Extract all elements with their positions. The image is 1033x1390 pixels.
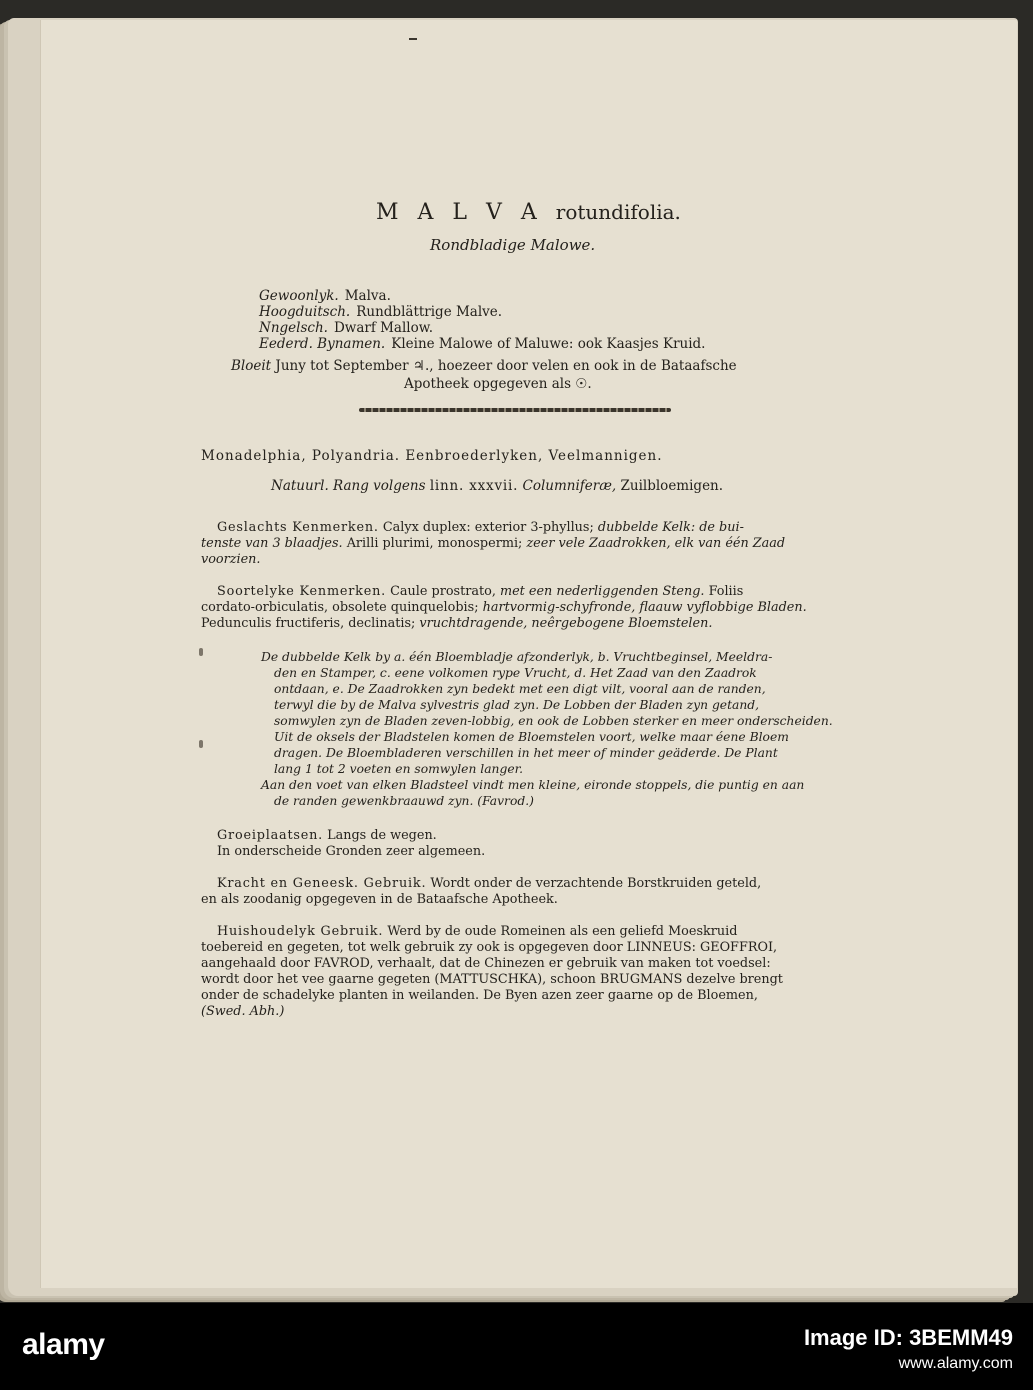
habitat-text: Langs de wegen. xyxy=(327,828,437,843)
habitat-line xyxy=(217,828,437,843)
description-line: lang 1 tot 2 voeten en somwylen langer. xyxy=(274,762,524,776)
name-label: Hoogduitsch. xyxy=(259,304,351,320)
watermark-url: www.alamy.com xyxy=(898,1355,1013,1372)
classification-heading: Monadelphia, Polyandria. Eenbroederlyken, Veelmannigen. xyxy=(201,448,663,464)
genus-text-italic: voorzien. xyxy=(201,552,261,567)
genus-text-italic: zeer vele Zaadrokken, elk van één Zaad xyxy=(526,536,786,551)
genus-text-italic: dubbelde Kelk: de bui- xyxy=(597,520,744,535)
name-row xyxy=(259,288,391,304)
description-line: de randen gewenkbraauwd zyn. (Favrod.) xyxy=(274,794,534,808)
bloom-line-2: Apotheek opgegeven als ☉. xyxy=(404,376,592,392)
genus-label: Geslachts Kenmerken. xyxy=(217,520,379,535)
household-use-line xyxy=(217,924,737,939)
habitat-line-2: In onderscheide Gronden zeer algemeen. xyxy=(217,844,486,859)
natuurl-rest: Zuilbloemigen. xyxy=(620,478,724,494)
household-use-line: toebereid en gegeten, tot welk gebruik zy ook is opgegeven door LINNEUS: GEOFFROI, xyxy=(201,940,778,955)
description-line: dragen. De Bloembladeren verschillen in het meer of minder geäderde. De Plant xyxy=(274,746,778,760)
species-text: cordato-orbiculatis, obsolete quinquelobis; xyxy=(201,600,479,615)
species-text: Caule prostrato, xyxy=(390,584,496,599)
species-characters-line xyxy=(201,616,712,631)
margin-mark xyxy=(199,648,203,656)
ornamental-rule xyxy=(359,408,671,412)
description-line: Uit de oksels der Bladstelen komen de Bloemstelen voort, welke maar éene Bloem xyxy=(274,730,789,744)
name-value: Kleine Malowe of Maluwe: ook Kaasjes Kruid. xyxy=(391,336,706,352)
medicinal-use-line-2: en als zoodanig opgegeven in de Bataafsche Apotheek. xyxy=(201,892,558,907)
household-text: Werd by de oude Romeinen als een geliefd Moeskruid xyxy=(387,924,738,939)
genus-text-italic: tenste van 3 blaadjes. xyxy=(201,536,343,551)
medicinal-text: Wordt onder de verzachtende Borstkruiden geteld, xyxy=(430,876,762,891)
margin-mark xyxy=(199,740,203,748)
title-species: rotundifolia. xyxy=(555,200,681,224)
page-title xyxy=(376,200,681,225)
watermark-image-id: Image ID: 3BEMM49 xyxy=(803,1325,1013,1350)
name-value: Malva. xyxy=(344,288,391,304)
species-text-italic: hartvormig-schyfronde, flaauw vyflobbige Bladen. xyxy=(482,600,807,615)
household-use-line: onder de schadelyke planten in weilanden. De Byen azen zeer gaarne op de Bloemen, xyxy=(201,988,758,1003)
description-line: Aan den voet van elken Bladsteel vindt men kleine, eironde stoppels, die puntig en aan xyxy=(261,778,805,792)
description-line: den en Stamper, c. eene volkomen rype Vrucht, d. Het Zaad van den Zaadrok xyxy=(274,666,757,680)
description-line: terwyl die by de Malva sylvestris glad zyn. De Lobben der Bladen zyn getand, xyxy=(274,698,760,712)
species-text: Foliis xyxy=(708,584,744,599)
bloom-label: Bloeit xyxy=(231,358,272,374)
name-label: Eederd. Bynamen. xyxy=(259,336,386,352)
medicinal-label: Kracht en Geneesk. Gebruik. xyxy=(217,876,427,891)
species-characters-line xyxy=(217,584,743,599)
species-label: Soortelyke Kenmerken. xyxy=(217,584,387,599)
species-characters-line xyxy=(201,600,807,615)
name-value: Rundblättrige Malve. xyxy=(356,304,503,320)
natuurl-italic: Columniferæ, xyxy=(522,478,617,494)
name-value: Dwarf Mallow. xyxy=(333,320,433,336)
habitat-label: Groeiplaatsen. xyxy=(217,828,324,843)
watermark-info xyxy=(804,1325,1013,1373)
watermark-logo: alamy xyxy=(22,1328,105,1361)
name-row xyxy=(259,304,502,320)
name-row xyxy=(259,320,433,336)
top-mark xyxy=(409,38,417,40)
genus-characters-line xyxy=(201,536,785,551)
natuurl-linn: linn. xxxvii. xyxy=(429,478,519,494)
household-use-line: aangehaald door FAVROD, verhaalt, dat de Chinezen er gebruik van maken tot voedsel: xyxy=(201,956,771,971)
title-genus: M A L V A xyxy=(376,200,543,225)
name-label: Nngelsch. xyxy=(259,320,328,336)
medicinal-use-line xyxy=(217,876,761,891)
natuurl-label: Natuurl. Rang volgens xyxy=(271,478,426,494)
genus-characters-line xyxy=(201,552,260,567)
name-row xyxy=(259,336,705,352)
genus-characters-line xyxy=(217,520,744,535)
species-text-italic: met een nederliggenden Steng. xyxy=(499,584,705,599)
genus-text: Calyx duplex: exterior 3-phyllus; xyxy=(382,520,594,535)
species-text-italic: vruchtdragende, neêrgebogene Bloemstelen. xyxy=(419,616,713,631)
description-line: somwylen zyn de Bladen zeven-lobbig, en ook de Lobben sterker en meer onderscheiden. xyxy=(274,714,833,728)
genus-text: Arilli plurimi, monospermi; xyxy=(346,536,523,551)
species-text: Pedunculis fructiferis, declinatis; xyxy=(201,616,416,631)
description-line: De dubbelde Kelk by a. één Bloembladje afzonderlyk, b. Vruchtbeginsel, Meeldra- xyxy=(261,650,773,664)
household-citation: (Swed. Abh.) xyxy=(201,1004,285,1019)
natural-order-line xyxy=(271,478,723,494)
bloom-text: Juny tot September ♃., hoezeer door velen en ook in de Bataafsche xyxy=(275,358,737,374)
bloom-line xyxy=(231,358,737,374)
document-page xyxy=(40,20,1017,1288)
household-use-line: wordt door het vee gaarne gegeten (MATTUSCHKA), schoon BRUGMANS dezelve brengt xyxy=(201,972,783,987)
description-line: ontdaan, e. De Zaadrokken zyn bedekt met een digt vilt, vooral aan de randen, xyxy=(274,682,766,696)
page-subtitle: Rondbladige Malowe. xyxy=(430,236,596,254)
household-label: Huishoudelyk Gebruik. xyxy=(217,924,384,939)
name-label: Gewoonlyk. xyxy=(259,288,339,304)
